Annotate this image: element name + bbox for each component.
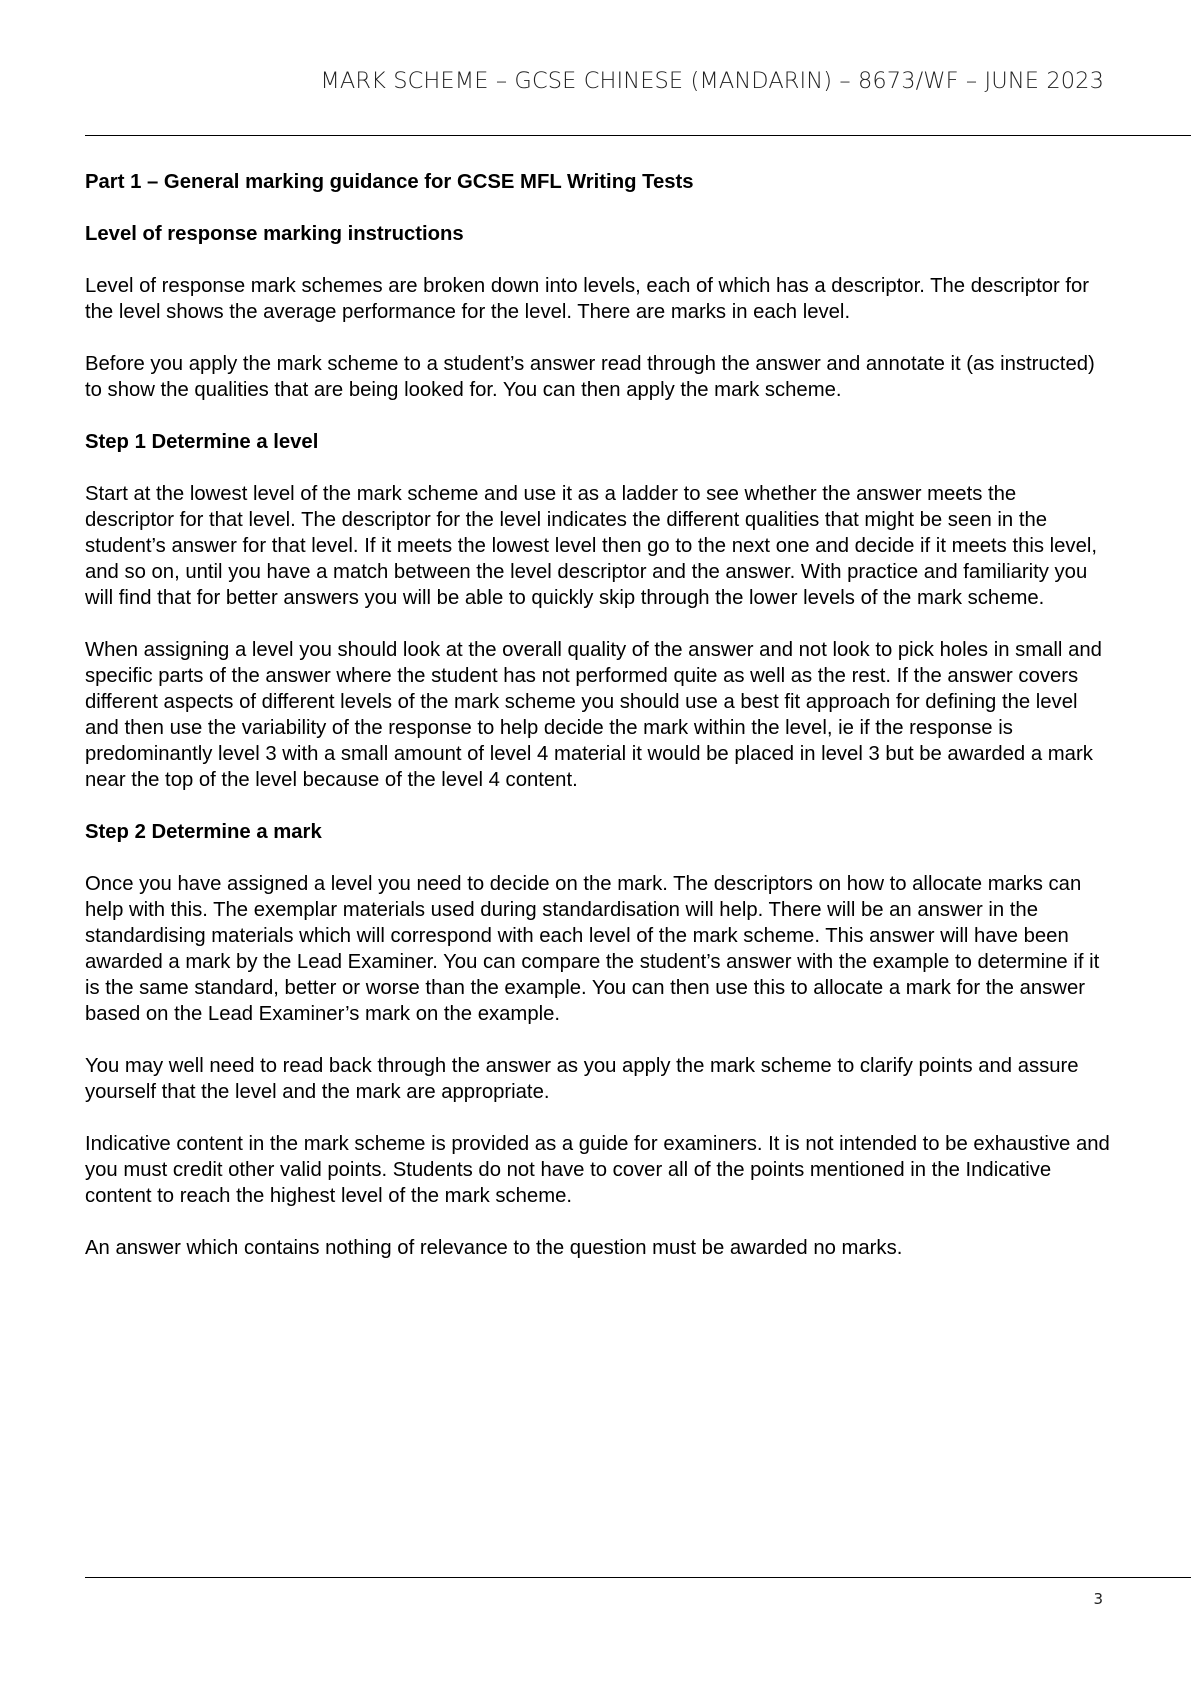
step2-paragraph: Once you have assigned a level you need to decide on the mark. The descriptors on how to allocate marks can help with this. The exemplar materials used during standardisation will help. There will be an answer in the standardising materials which will correspond with each level of the mark scheme. This answer will have been awarded a mark by the Lead Examiner. You can compare the student’s answer with the example to determine if it is the same standard, better or worse than the example. You can then use this to allocate a mark for the answer based on the Lead Examiner’s mark on the example. bbox=[85, 873, 1100, 1025]
page-number: 3 bbox=[1093, 1590, 1103, 1608]
step2-paragraph: An answer which contains nothing of relevance to the question must be awarded no marks. bbox=[85, 1237, 903, 1259]
section-subtitle: Level of response marking instructions bbox=[85, 223, 464, 245]
step1-paragraph: Start at the lowest level of the mark scheme and use it as a ladder to see whether the answer meets the descriptor for that level. The descriptor for the level indicates the different qualities that might be seen in the student’s answer for that level. If it meets the lowest level then go to the next one and decide if it meets this level, and so on, until you have a match between the level descriptor and the answer. With practice and familiarity you will find that for better answers you will be able to quickly skip through the lower levels of the mark scheme. bbox=[85, 483, 1097, 609]
intro-paragraph: Before you apply the mark scheme to a student’s answer read through the answer and annotate it (as instructed) to show the qualities that are being looked for. You can then apply the mark scheme. bbox=[85, 353, 1095, 401]
intro-paragraph: Level of response mark schemes are broken down into levels, each of which has a descriptor. The descriptor for the level shows the average performance for the level. There are marks in each level. bbox=[85, 275, 1090, 323]
page-header-title: MARK SCHEME – GCSE CHINESE (MANDARIN) – 8673/WF – JUNE 2023 bbox=[320, 68, 1104, 94]
header-divider bbox=[85, 135, 1191, 136]
step2-heading: Step 2 Determine a mark bbox=[85, 821, 322, 843]
step2-paragraph: You may well need to read back through the answer as you apply the mark scheme to clarify points and assure yourself that the level and the mark are appropriate. bbox=[85, 1055, 1079, 1103]
document-body bbox=[85, 169, 1110, 1287]
footer-divider bbox=[85, 1577, 1191, 1578]
step2-paragraph: Indicative content in the mark scheme is provided as a guide for examiners. It is not intended to be exhaustive and you must credit other valid points. Students do not have to cover all of the points mentioned in the Indicative content to reach the highest level of the mark scheme. bbox=[85, 1133, 1110, 1207]
section-title: Part 1 – General marking guidance for GCSE MFL Writing Tests bbox=[85, 171, 694, 193]
step1-heading: Step 1 Determine a level bbox=[85, 431, 319, 453]
step1-paragraph: When assigning a level you should look at the overall quality of the answer and not look to pick holes in small and specific parts of the answer where the student has not performed quite as well as the rest. If the answer covers different aspects of different levels of the mark scheme you should use a best fit approach for defining the level and then use the variability of the response to help decide the mark within the level, ie if the response is predominantly level 3 with a small amount of level 4 material it would be placed in level 3 but be awarded a mark near the top of the level because of the level 4 content. bbox=[85, 639, 1102, 791]
